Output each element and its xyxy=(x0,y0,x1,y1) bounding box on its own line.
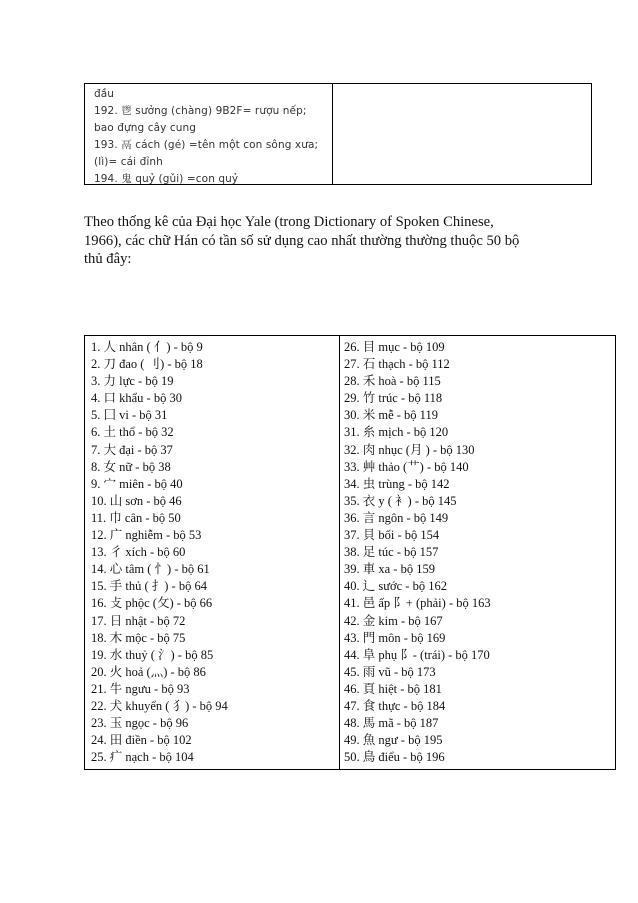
radical-item: 35. 衣 y ( 衤) - bộ 145 xyxy=(344,493,457,508)
radical-item: 12. 广 nghiễm - bộ 53 xyxy=(91,528,202,543)
radical-item: 47. 食 thực - bộ 184 xyxy=(344,698,446,713)
radical-item: 40. 辶 sước - bộ 162 xyxy=(344,579,447,594)
radical-item: 29. 竹 trúc - bộ 118 xyxy=(344,391,443,406)
radical-item: 11. 巾 cân - bộ 50 xyxy=(91,510,181,525)
radical-item: 38. 足 túc - bộ 157 xyxy=(344,545,439,560)
radicals-column-left xyxy=(85,336,340,769)
radical-item: 45. 雨 vũ - bộ 173 xyxy=(344,664,436,679)
radical-item: 1. 人 nhân ( 亻) - bộ 9 xyxy=(91,340,203,354)
empty-cell xyxy=(333,84,591,184)
radical-item: 7. 大 đại - bộ 37 xyxy=(91,442,173,457)
radical-item: 37. 貝 bối - bộ 154 xyxy=(344,528,440,543)
radical-item: 41. 邑 ấp 阝+ (phải) - bộ 163 xyxy=(344,596,491,611)
radicals-column-right xyxy=(340,336,615,769)
radical-item: 26. 目 mục - bộ 109 xyxy=(344,340,445,354)
text-line: 194. 鬼 quỷ (gǔi) =con quỷ xyxy=(94,173,239,185)
radical-item: 36. 言 ngôn - bộ 149 xyxy=(344,510,449,525)
radical-item: 14. 心 tâm ( 忄) - bộ 61 xyxy=(91,562,210,577)
radical-item: 17. 日 nhật - bộ 72 xyxy=(91,613,186,628)
radical-item: 31. 糸 mịch - bộ 120 xyxy=(344,425,449,440)
radical-item: 19. 水 thuỷ ( 氵) - bộ 85 xyxy=(91,647,214,662)
radical-item: 23. 玉 ngọc - bộ 96 xyxy=(91,716,189,731)
radical-item: 43. 門 môn - bộ 169 xyxy=(344,630,446,645)
radical-item: 3. 力 lực - bộ 19 xyxy=(91,374,174,389)
radical-item: 27. 石 thạch - bộ 112 xyxy=(344,357,450,372)
radical-item: 16. 攴 phộc (攵) - bộ 66 xyxy=(91,596,213,611)
radical-item: 33. 艸 thảo (艹) - bộ 140 xyxy=(344,459,469,474)
text-line: 192. 鬯 sưởng (chàng) 9B2F= rượu nếp; xyxy=(94,105,307,117)
paragraph-line: 1966), các chữ Hán có tần số sử dụng cao nhất thường thường thuộc 50 bộ xyxy=(84,232,520,249)
radical-item: 10. 山 sơn - bộ 46 xyxy=(91,493,182,508)
paragraph-line: Theo thống kê của Đại học Yale (trong Dictionary of Spoken Chinese, xyxy=(84,214,494,230)
radical-item: 48. 馬 mã - bộ 187 xyxy=(344,716,439,731)
radical-item: 2. 刀 đao ( 刂) - bộ 18 xyxy=(91,357,203,372)
radical-item: 42. 金 kim - bộ 167 xyxy=(344,613,443,628)
radical-item: 44. 阜 phụ 阝- (trái) - bộ 170 xyxy=(344,647,490,662)
radical-item: 6. 土 thổ - bộ 32 xyxy=(91,425,174,440)
radical-item: 32. 肉 nhục (月 ) - bộ 130 xyxy=(344,442,475,457)
radical-item: 50. 鳥 điểu - bộ 196 xyxy=(344,750,445,765)
text-line: (lì)= cái đỉnh xyxy=(94,156,163,168)
radical-item: 20. 火 hoả (灬) - bộ 86 xyxy=(91,664,206,679)
paragraph-line: thủ đây: xyxy=(84,251,132,267)
radical-item: 24. 田 điền - bộ 102 xyxy=(91,733,192,748)
radical-item: 8. 女 nữ - bộ 38 xyxy=(91,459,171,474)
radical-item: 30. 米 mễ - bộ 119 xyxy=(344,408,438,423)
radical-item: 21. 牛 ngưu - bộ 93 xyxy=(91,681,190,696)
radical-item: 25. 疒 nạch - bộ 104 xyxy=(91,750,194,765)
radical-item: 49. 魚 ngư - bộ 195 xyxy=(344,733,443,748)
radical-item: 9. 宀 miên - bộ 40 xyxy=(91,476,183,491)
radical-item: 5. 囗 vi - bộ 31 xyxy=(91,408,168,423)
radical-item: 4. 口 khẩu - bộ 30 xyxy=(91,391,182,406)
intro-paragraph xyxy=(84,213,554,269)
radical-item: 18. 木 mộc - bộ 75 xyxy=(91,630,186,645)
text-line: đầu xyxy=(94,88,115,100)
continuation-table xyxy=(84,83,592,185)
radical-item: 28. 禾 hoà - bộ 115 xyxy=(344,374,441,389)
continuation-cell xyxy=(85,84,333,184)
text-line: bao đựng cây cung xyxy=(94,122,197,134)
text-line: 193. 鬲 cách (gé) =tên một con sông xưa; xyxy=(94,139,319,151)
radical-item: 15. 手 thủ ( 扌) - bộ 64 xyxy=(91,579,207,594)
radicals-table xyxy=(84,335,616,770)
radical-item: 13. 彳 xích - bộ 60 xyxy=(91,545,186,560)
radical-item: 39. 車 xa - bộ 159 xyxy=(344,562,435,577)
radical-item: 46. 頁 hiệt - bộ 181 xyxy=(344,681,442,696)
radical-item: 34. 虫 trùng - bộ 142 xyxy=(344,476,450,491)
radical-item: 22. 犬 khuyển ( 犭) - bộ 94 xyxy=(91,698,228,713)
